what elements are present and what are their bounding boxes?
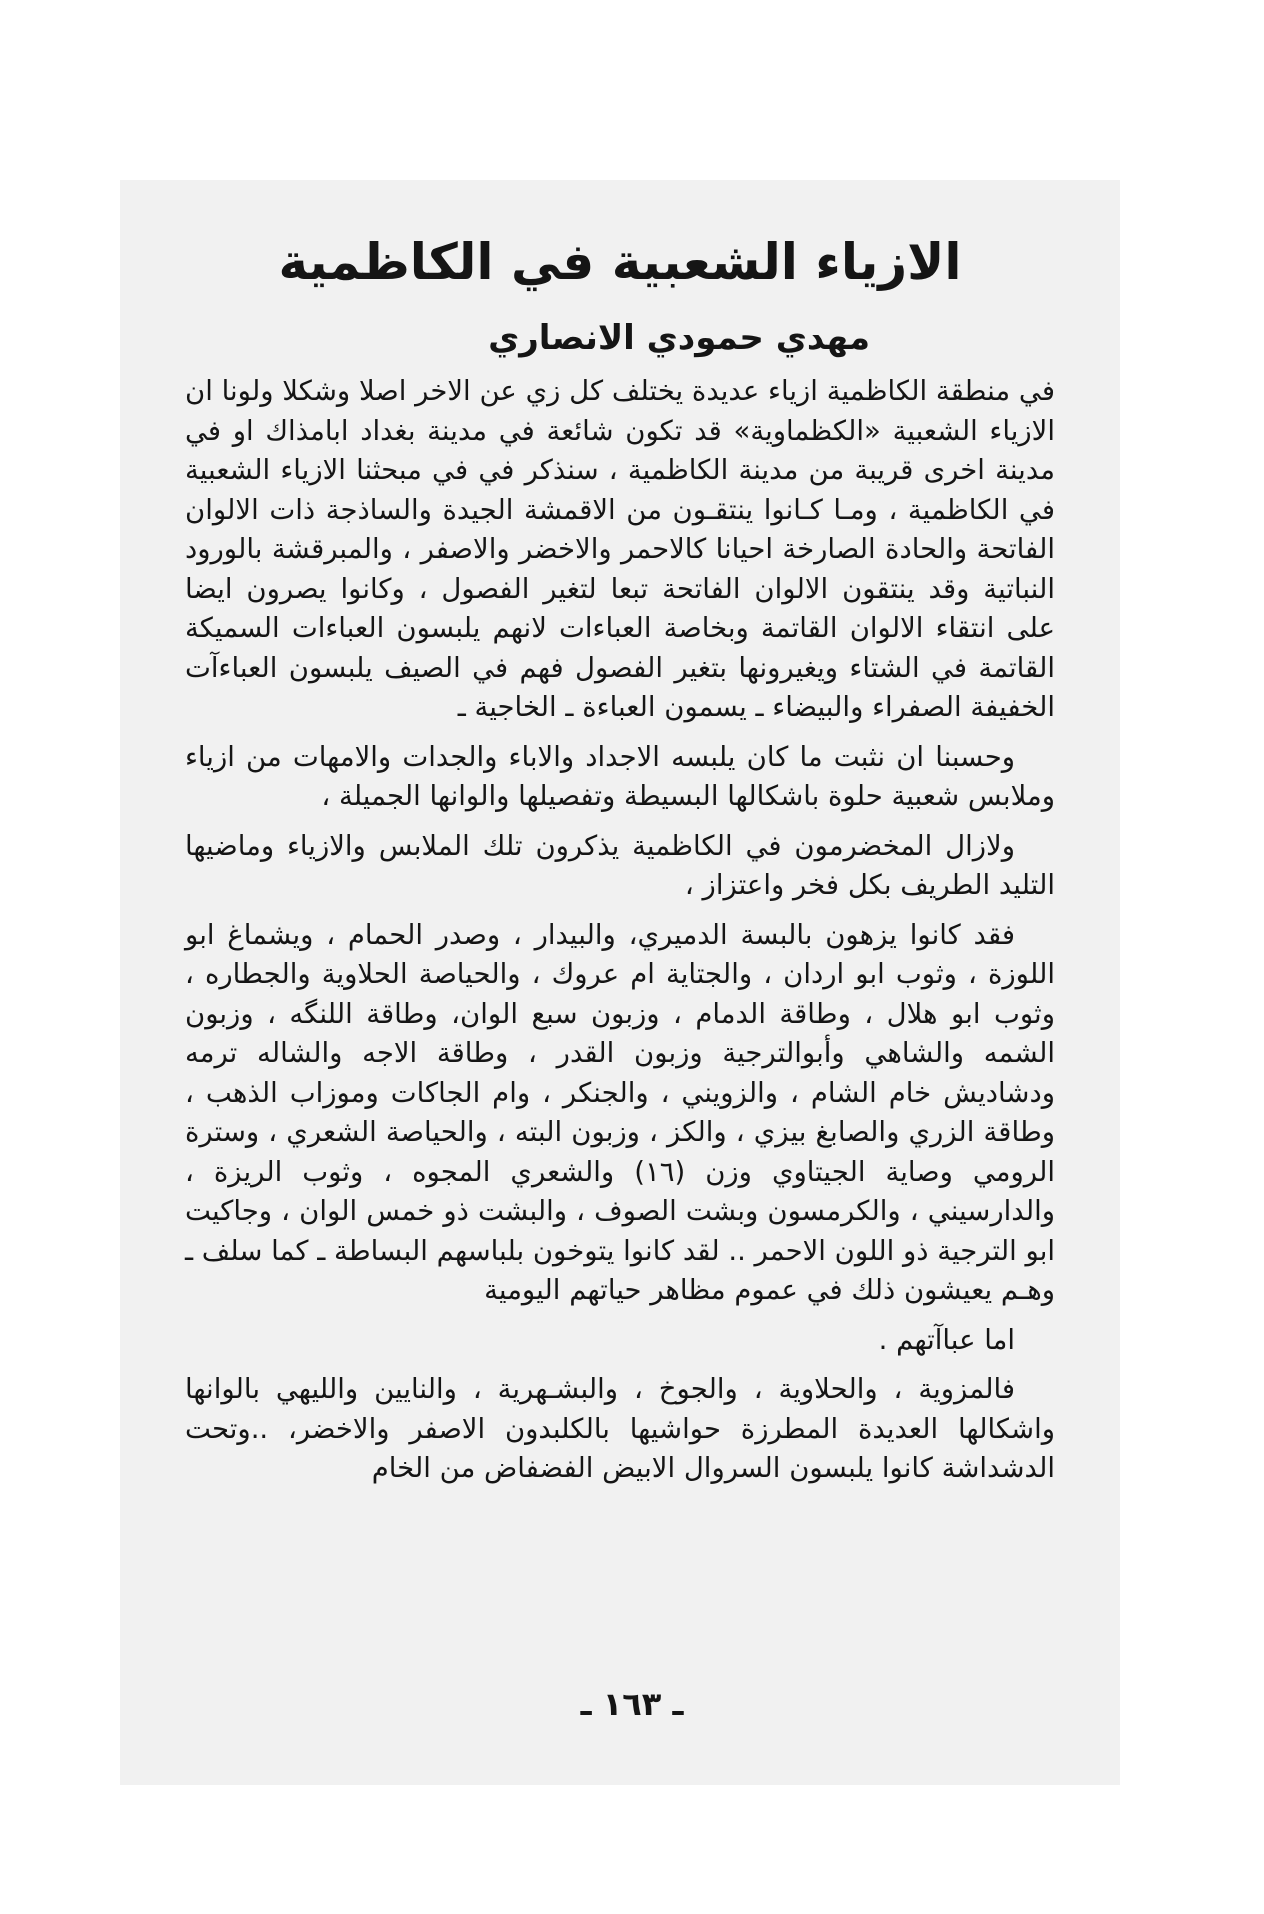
article-author: مهدي حمودي الانصاري <box>488 318 870 358</box>
paragraph-3: ولازال المخضرمون في الكاظمية يذكرون تلك الملابس والازياء وماضيها التليد الطريف بكل فخر واعتزاز ، <box>185 829 1055 901</box>
paragraph-2: وحسبنا ان نثبت ما كان يلبسه الاجداد والاباء والجدات والامهات من ازياء وملابس شعبية حلوة باشكالها البسيطة وتفصيلها والوانها الجميلة ، <box>185 740 1055 812</box>
paragraph-1: في منطقة الكاظمية ازياء عديدة يختلف كل زي عن الاخر اصلا وشكلا ولونا ان الازياء الشعبية «الكظماوية» قد تكون شائعة في مدينة بغداد ابامذاك او في مدينة اخرى قريبة من مدينة الكاظمية ، سنذكر في في مبحثنا الازياء الشعبية في الكاظمية ، ومـا كـانوا ينتقـون من الاقمشة الجيدة والساذجة ذات الالوان الفاتحة والحادة الصارخة احيانا كالاحمر والاخضر والاصفر ، والمبرقشة بالورود النباتية وقد ينتقون الالوان الفاتحة تبعا لتغير الفصول ، وكانوا يصرون ايضا على انتقاء الالوان القاتمة وبخاصة العباءات لانهم يلبسون العباءات السميكة القاتمة في الشتاء ويغيرونها بتغير الفصول فهم في الصيف يلبسون العباءآت الخفيفة الصفراء والبيضاء ـ يسمون العباءة ـ الخاجية ـ <box>185 375 1055 723</box>
article-title: الازياء الشعبية في الكاظمية <box>278 233 962 291</box>
paragraph-4: فقد كانوا يزهون بالبسة الدميري، والبيدار ، وصدر الحمام ، ويشماغ ابو اللوزة ، وثوب ابو اردان ، والجتاية ام عروك ، والحياصة الحلاوية والجطاره ، وثوب ابو هلال ، وطاقة الدمام ، وزبون سبع الوان، وطاقة اللنگه ، وزبون الشمه والشاهي وأبوالترجية وزبون القدر ، وطاقة الاجه والشاله ترمه ودشاديش خام الشام ، والزويني ، والجنكر ، وام الجاكات وموزاب الذهب ، وطاقة الزري والصابغ بيزي ، والكز ، وزبون البته ، والحياصة الشعري ، وسترة الرومي وصاية الجيتاوي وزن (١٦) والشعري المجوه ، وثوب الريزة ، والدارسيني ، والكرمسون وبشت الصوف ، والبشت ذو خمس الوان ، وجاكيت ابو الترجية ذو اللون الاحمر .. لقد كانوا يتوخون بلباسهم البساطة ـ كما سلف ـ وهـم يعيشون ذلك في عموم مظاهر حياتهم اليومية <box>184 918 1055 1306</box>
paragraph-6: فالمزوية ، والحلاوية ، والجوخ ، والبشـهرية ، والنايين والليهي بالوانها واشكالها العديدة المطرزة حواشيها بالكلبدون الاصفر والاخضر، ..وتحت الدشداشة كانوا يلبسون السروال الابيض الفضفاض من الخام <box>185 1373 1055 1484</box>
paragraph-5: اما عباآتهم . <box>878 1323 1015 1356</box>
document-page <box>185 230 1055 1499</box>
page-number: ـ ١٦٣ ـ <box>580 1685 684 1723</box>
